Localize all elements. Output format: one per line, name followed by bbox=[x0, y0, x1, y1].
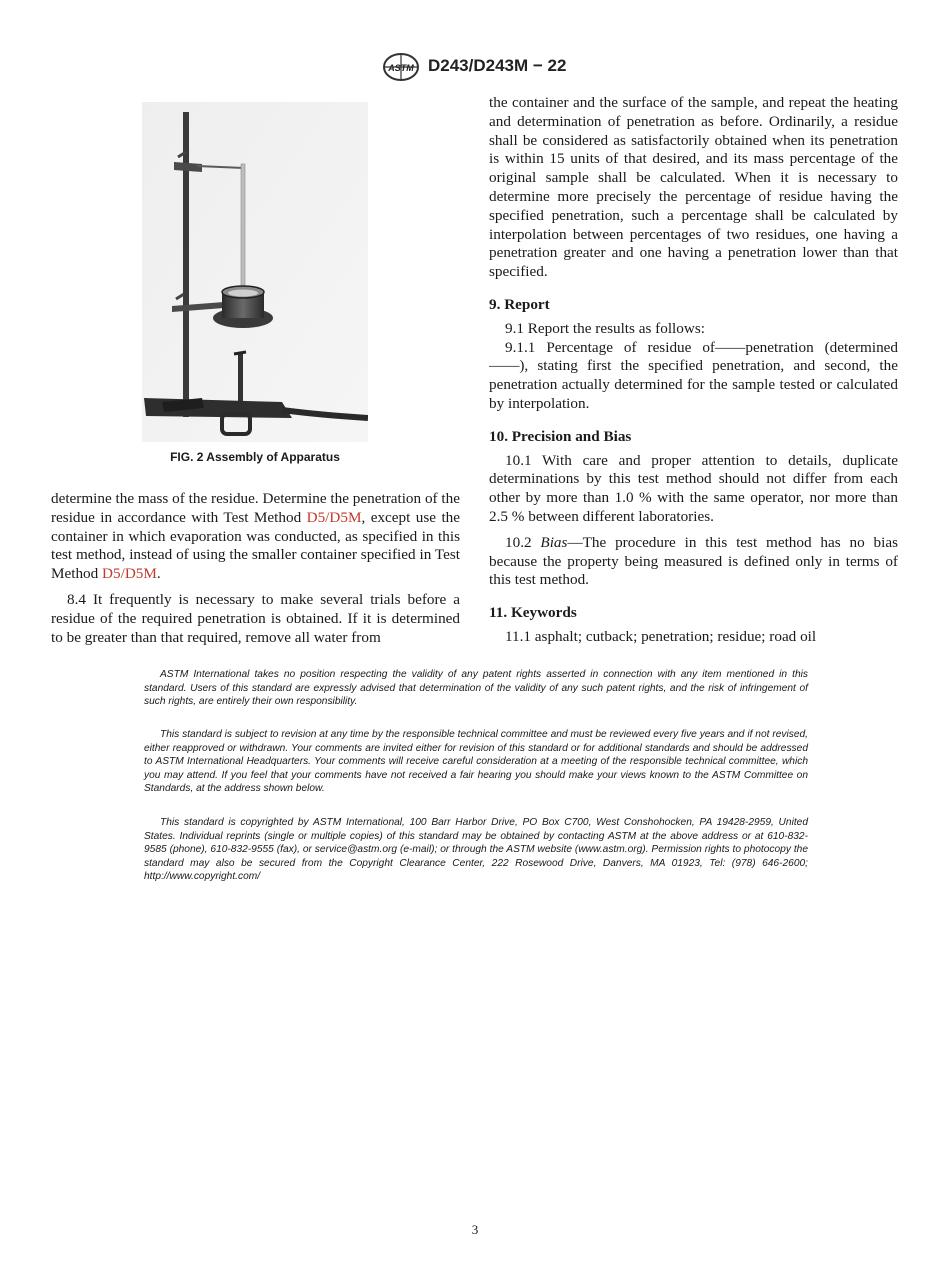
text: , except use the container in which evaporation was conducted, as specified in this test method, instead of using the smaller container specified in Test Method bbox=[51, 508, 460, 583]
bias-term: Bias bbox=[540, 533, 568, 551]
footnote-revision bbox=[144, 728, 808, 796]
section-heading-report: 9. Report bbox=[489, 295, 550, 313]
footnote-copyright bbox=[144, 816, 808, 884]
section-heading-precision-bias: 10. Precision and Bias bbox=[489, 427, 632, 445]
text: . bbox=[156, 565, 161, 583]
text: 10.2 bbox=[505, 533, 541, 551]
footnote-text: This standard is copyrighted by ASTM International, 100 Barr Harbor Drive, PO Box C700, West Conshohocken, PA 19428-2959, United States. Individual reprints (single or multiple copies) of this standard may be obtained by contacting ASTM at the above address or at 610-832-9585 (phone), 610-832-9555 (fax), or service@astm.org (e-mail); or through the ASTM website (www.astm.org). Permission rights to photocopy the standard may also be secured from the Copyright Clearance Center, 222 Rosewood Drive, Danvers, MA 01923, Tel: (978) 646-2600; http://www.copyright.com/ bbox=[144, 817, 808, 883]
page-number: 3 bbox=[471, 1222, 479, 1237]
text: determine the mass of the residue. Determine the penetration of the residue in accordance with Test Method bbox=[51, 490, 460, 526]
paragraph-penetration bbox=[51, 490, 460, 584]
paragraph-8-4: 8.4 It frequently is necessary to make several trials before a residue of the required penetration is obtained. If it is determined to be greater than that required, remove all water from bbox=[51, 590, 460, 646]
link-d5-d5m[interactable]: D5/D5M bbox=[102, 565, 157, 583]
paragraph-9-1-1: 9.1.1 Percentage of residue of——penetration (determined——), stating first the specified penetration, and second, the penetration actually determined for the sample tested or calculated by interpolation. bbox=[489, 338, 898, 412]
section-heading-keywords: 11. Keywords bbox=[489, 604, 577, 622]
paragraph-10-2 bbox=[489, 534, 898, 590]
apparatus-photo bbox=[142, 102, 368, 442]
footnote-text: ASTM International takes no position respecting the validity of any patent rights asserted in connection with any item mentioned in this standard. Users of this standard are expressly advised that determination of the validity of any such patent rights, and the risk of infringement of such rights, are entirely their own responsibility. bbox=[144, 669, 808, 708]
text: —The procedure in this test method has no bias because the property being measured is defined only in terms of this test method. bbox=[489, 533, 898, 589]
document-id: D243/D243M − 22 bbox=[428, 56, 567, 75]
paragraph-10-1: 10.1 With care and proper attention to details, duplicate determinations by this test method should not differ from each other by more than 1.0 % with the same operator, nor more than 2.5 % between different laboratories. bbox=[489, 451, 898, 525]
astm-logo-icon bbox=[381, 52, 421, 82]
footnote-patent bbox=[144, 668, 808, 709]
link-d5-d5m[interactable]: D5/D5M bbox=[306, 508, 362, 526]
page-header bbox=[0, 52, 950, 84]
paragraph-11-1: 11.1 asphalt; cutback; penetration; residue; road oil bbox=[505, 627, 817, 645]
logo-lettering: ASTM bbox=[388, 63, 414, 73]
paragraph-continued: the container and the surface of the sample, and repeat the heating and determination of penetration as before. Ordinarily, a residue shall be considered as satisfactorily obtained when its penetration is within 15 units of that desired, and its mass percentage of the original sample shall be calculated. When it is necessary to determine more precisely the percentage of residue having the specified penetration, such a percentage shall be calculated by interpolation between percentages of two residues, one having a penetration greater and one having a penetration lower than that specified. bbox=[489, 94, 898, 281]
footnote-text: This standard is subject to revision at any time by the responsible technical committee and must be reviewed every five years and if not revised, either reapproved or withdrawn. Your comments are invited either for revision of this standard or for additional standards and should be addressed to ASTM International Headquarters. Your comments will receive careful consideration at a meeting of the responsible technical committee, which you may attend. If you feel that your comments have not received a fair hearing you should make your views known to the ASTM Committee on Standards, at the address shown below. bbox=[144, 729, 808, 795]
left-column bbox=[51, 490, 460, 647]
paragraph-9-1: 9.1 Report the results as follows: bbox=[505, 319, 705, 337]
right-column bbox=[489, 94, 898, 647]
figure-caption: FIG. 2 Assembly of Apparatus bbox=[170, 450, 340, 464]
